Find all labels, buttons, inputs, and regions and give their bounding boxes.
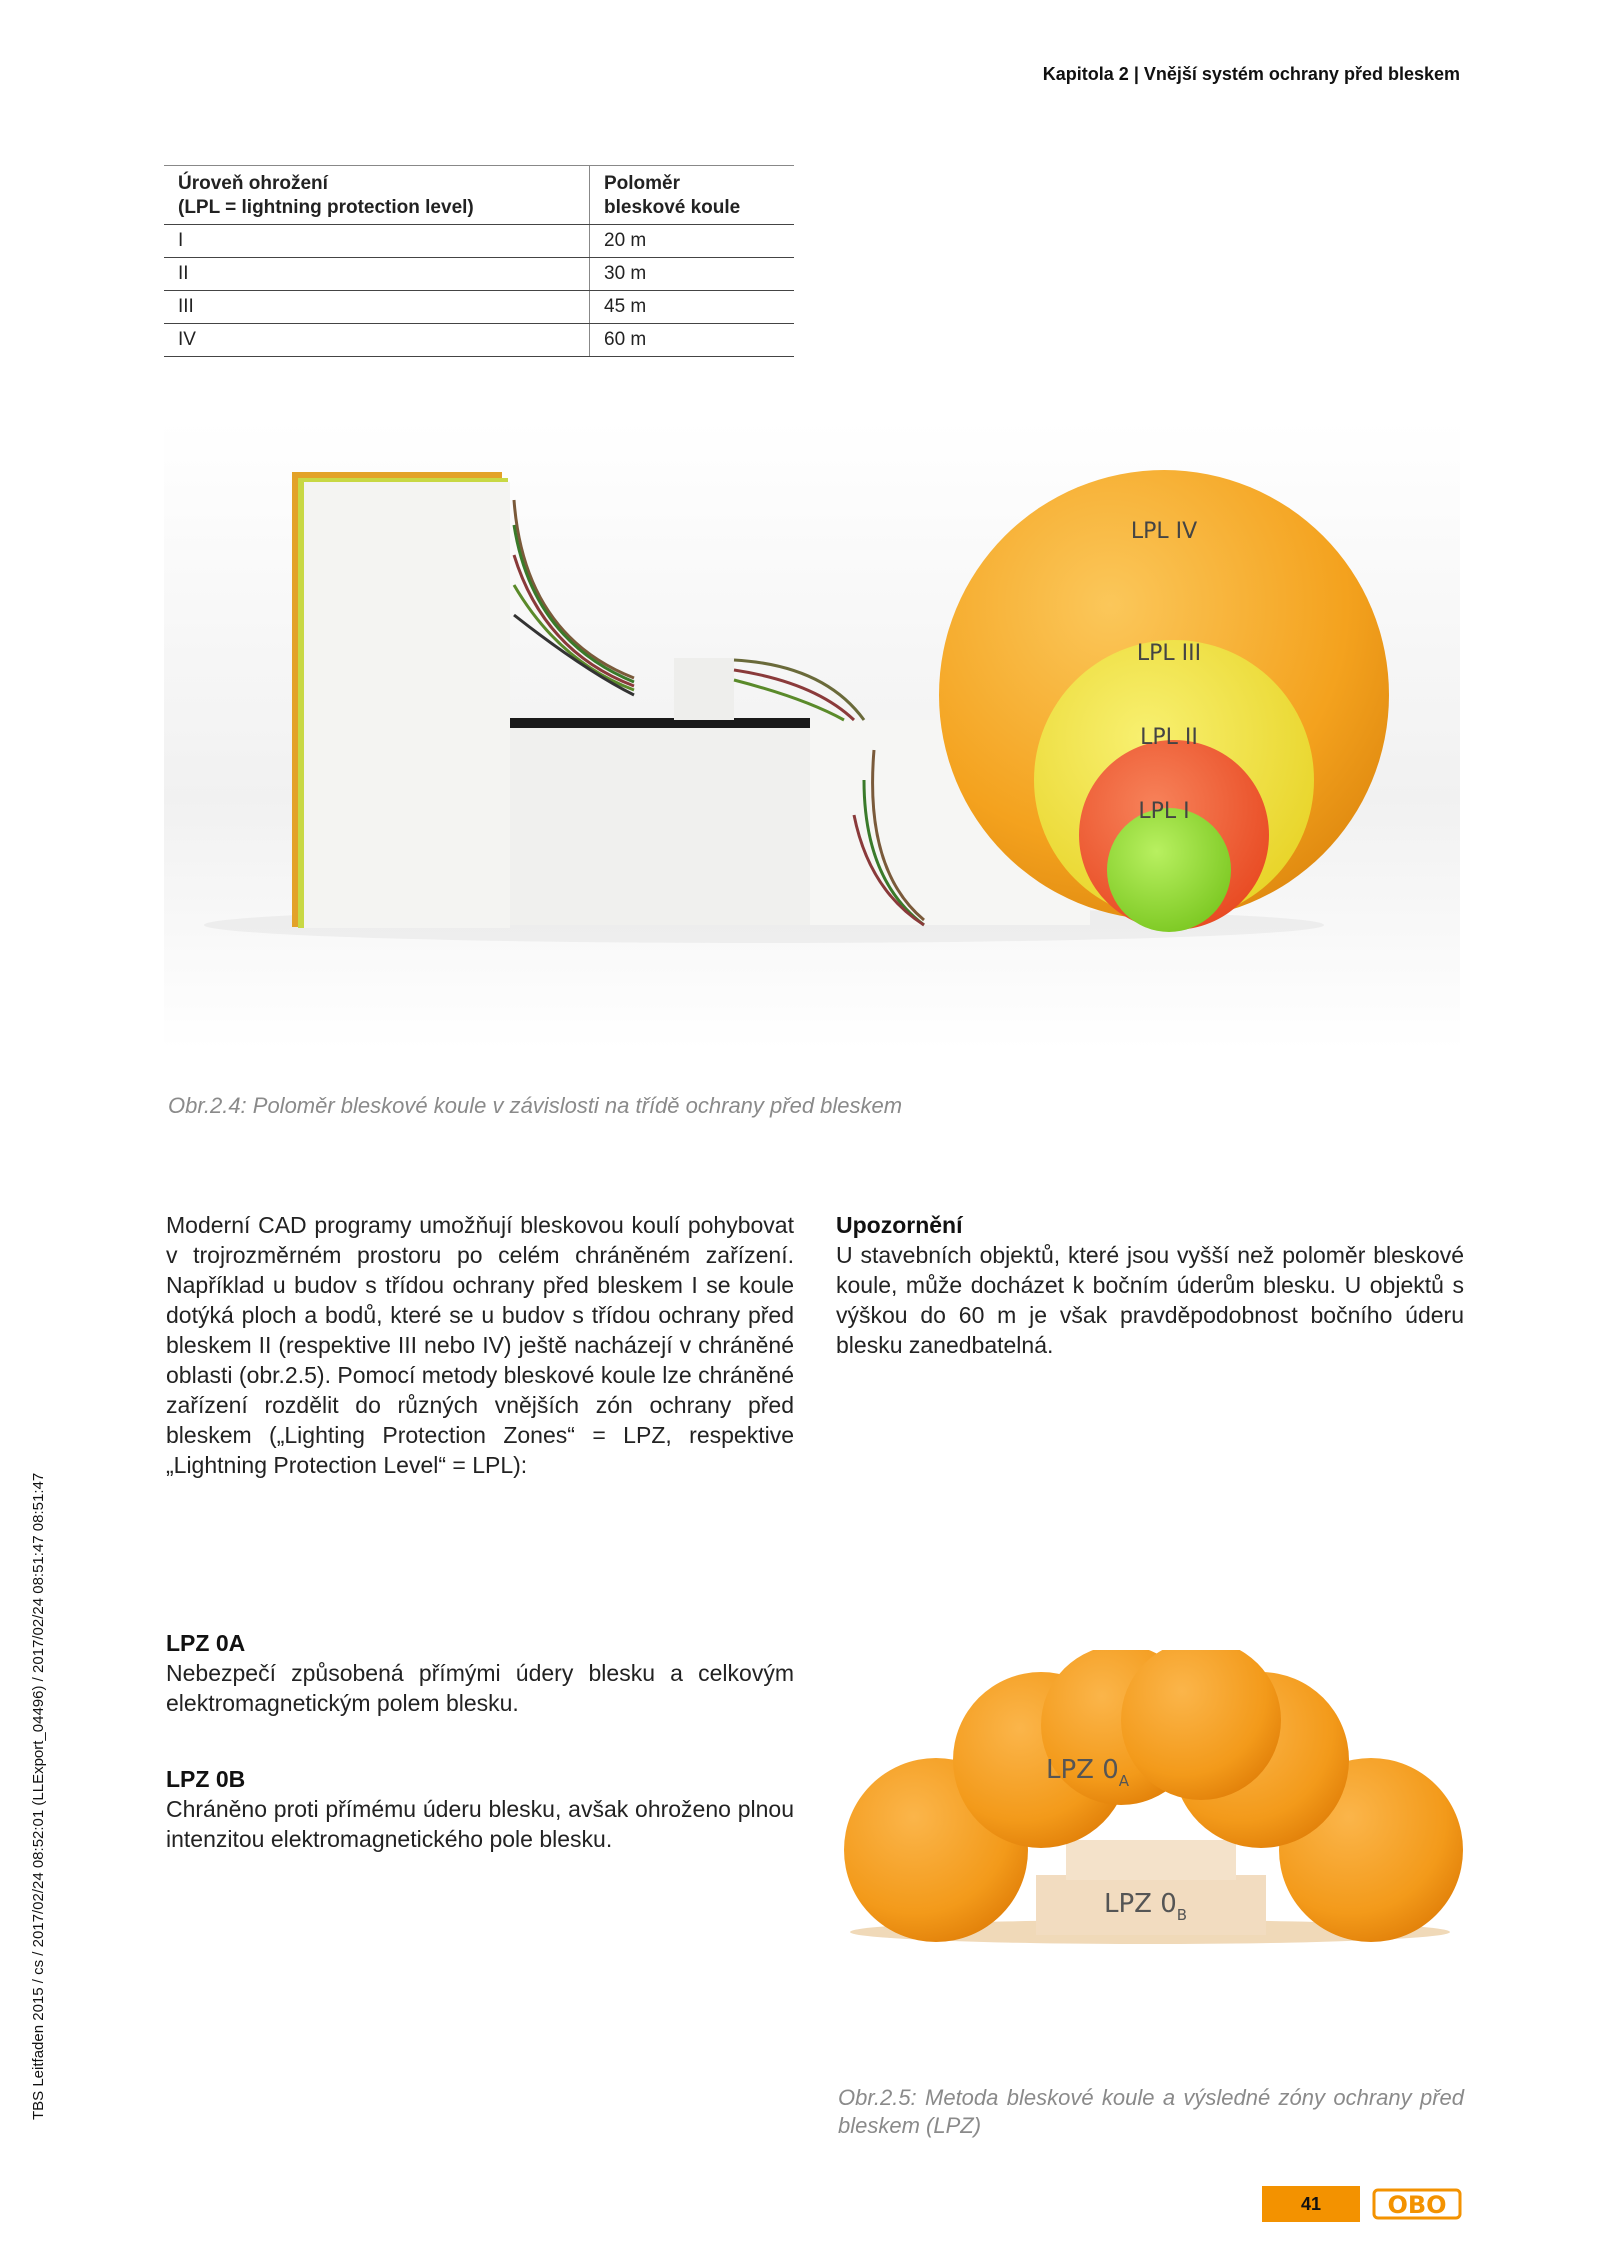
- cell-level: IV: [164, 324, 590, 357]
- rolling-sphere-lpl-figure: [164, 420, 1460, 1050]
- header-radius: [590, 166, 795, 225]
- figure2-caption: Obr.2.5: Metoda bleskové koule a výsledné zóny ochrany před bleskem (LPZ): [838, 2085, 1464, 2138]
- table-row: [164, 258, 794, 291]
- sphere-lpl1: [1107, 808, 1231, 932]
- notice-title: Upozornění: [836, 1212, 963, 1238]
- header-radius-line2: bleskové koule: [604, 197, 741, 218]
- intro-paragraph: Moderní CAD programy umožňují bleskovou koulí pohybovat v trojrozměrném prostoru po celém chráněném zařízení. Například u budov s třídou ochrany před bleskem I se koule dotýká ploch a bodů, které se u budov s třídou ochrany před bleskem II (respektive III nebo IV) ještě nacházejí v chráněné oblasti (obr.2.5). Pomocí metody bleskové koule lze chráněné zařízení rozdělit do různých vnějších zón ochrany před bleskem („Lighting Protection Zones“ = LPZ, respektive „Lightning Protection Level“ = LPL):: [166, 1212, 794, 1478]
- cell-radius: 20 m: [590, 225, 795, 258]
- label-lpl1: LPL I: [1138, 799, 1190, 824]
- logo-text: OBO: [1387, 2191, 1447, 2219]
- obo-logo-icon: [1372, 2184, 1462, 2224]
- cell-radius: 45 m: [590, 291, 795, 324]
- label-lpl3: LPL III: [1136, 641, 1202, 666]
- label-lpz0a-main: LPZ 0: [1046, 1755, 1119, 1785]
- label-lpz0a-sub: A: [1118, 1772, 1130, 1790]
- lpz0a-block: [166, 1628, 794, 1718]
- label-lpl2: LPL II: [1140, 725, 1198, 750]
- cell-level: II: [164, 258, 590, 291]
- figure1-caption: Obr.2.4: Poloměr bleskové koule v závislosti na třídě ochrany před bleskem: [168, 1093, 903, 1118]
- lpz0b-text: Chráněno proti přímému úderu blesku, avšak ohroženo plnou intenzitou elektromagnetického pole blesku.: [166, 1796, 794, 1852]
- cell-level: I: [164, 225, 590, 258]
- header-level-line1: Úroveň ohrožení: [178, 173, 328, 194]
- lpz0b-block: [166, 1764, 794, 1854]
- header-level-line2: (LPL = lightning protection level): [178, 197, 474, 218]
- chapter-header: Kapitola 2 | Vnější systém ochrany před bleskem: [1042, 64, 1460, 84]
- cell-radius: 60 m: [590, 324, 795, 357]
- notice-text: U stavebních objektů, které jsou vyšší než poloměr bleskové koule, může docházet k bočním úderům blesku. U objektů s výškou do 60 m je však pravděpodobnost bočního úderu blesku zanedbatelná.: [836, 1242, 1464, 1358]
- rolling-sphere-lpz-figure: [836, 1650, 1464, 1950]
- notice-block: [836, 1210, 1464, 1360]
- label-lpz0b: [1104, 1889, 1187, 1924]
- side-print-note: TBS Leitfaden 2015 / cs / 2017/02/24 08:52:01 (LLExport_04496) / 2017/02/24 08:51:47 08:51:47: [30, 1472, 47, 2120]
- header-level: [164, 166, 590, 225]
- cell-level: III: [164, 291, 590, 324]
- table-row: [164, 324, 794, 357]
- label-lpz0b-main: LPZ 0: [1104, 1889, 1177, 1919]
- table-row: [164, 225, 794, 258]
- cell-radius: 30 m: [590, 258, 795, 291]
- lpl-radius-table: [164, 165, 794, 357]
- lpz0a-text: Nebezpečí způsobená přímými údery blesku a celkovým elektromagnetickým polem blesku.: [166, 1660, 794, 1716]
- lpz0b-title: LPZ 0B: [166, 1766, 246, 1792]
- header-radius-line1: Poloměr: [604, 173, 681, 194]
- lpz0a-title: LPZ 0A: [166, 1630, 246, 1656]
- label-lpz0b-sub: B: [1176, 1906, 1188, 1924]
- page-number: 41: [1262, 2186, 1360, 2222]
- table-row: [164, 291, 794, 324]
- label-lpz0a: [1046, 1755, 1130, 1790]
- label-lpl4: LPL IV: [1130, 519, 1198, 544]
